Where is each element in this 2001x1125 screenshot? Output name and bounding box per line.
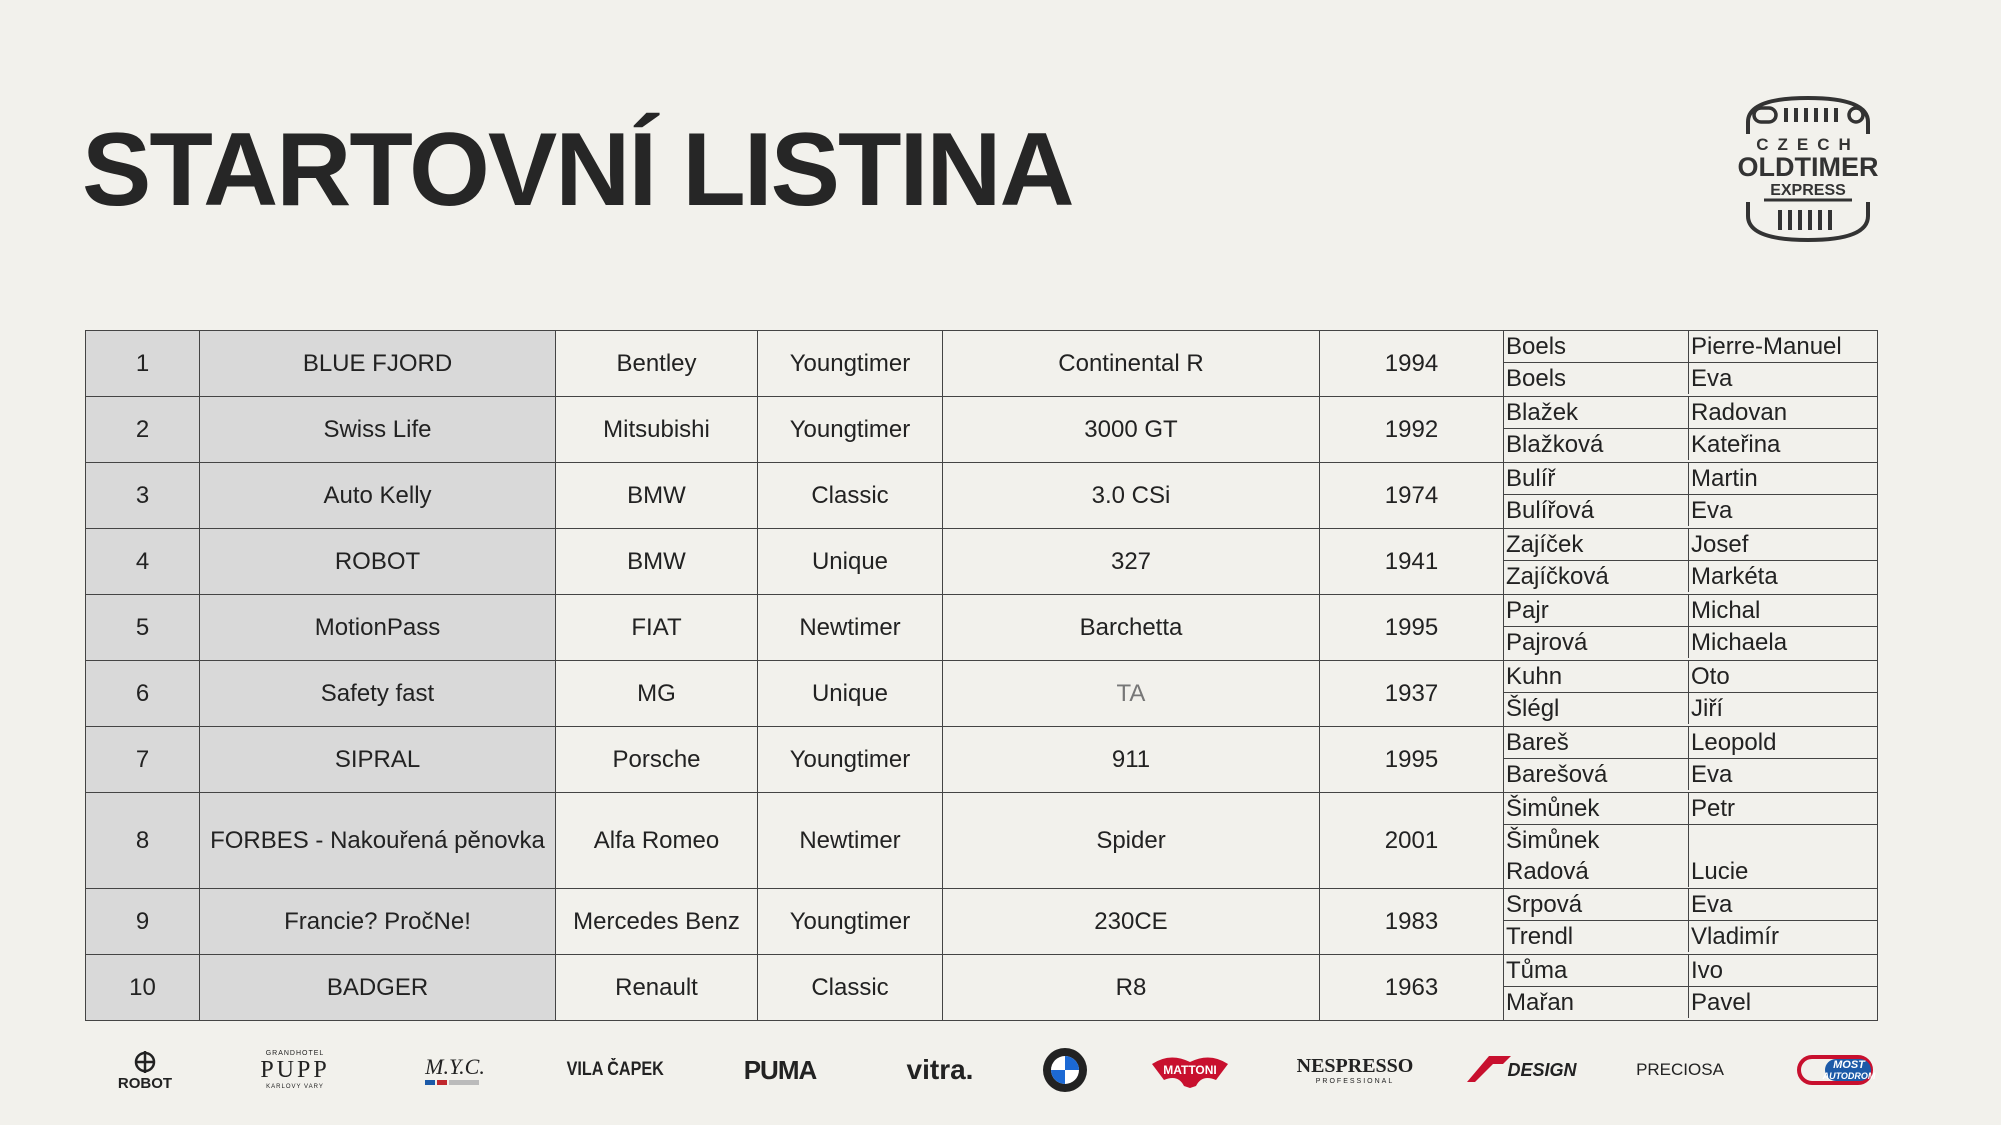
logo-czech: CZECH xyxy=(1756,135,1860,154)
crew-cell xyxy=(1504,463,1878,529)
crew-first-name: Jiří xyxy=(1691,695,1723,722)
crew-surname: Boels xyxy=(1504,363,1689,395)
table-row xyxy=(86,529,1878,595)
crew-surname: Bareš xyxy=(1504,727,1689,759)
entry-number: 7 xyxy=(86,727,200,793)
sponsor-vila-capek-logo xyxy=(555,1040,675,1100)
entry-number: 6 xyxy=(86,661,200,727)
car-year: 1941 xyxy=(1320,529,1504,595)
car-make: Mercedes Benz xyxy=(556,889,758,955)
entry-number: 4 xyxy=(86,529,200,595)
crew-table xyxy=(1504,889,1877,952)
crew-member xyxy=(1504,921,1877,953)
crew-member xyxy=(1504,693,1877,725)
crew-first-name: Markéta xyxy=(1691,563,1778,590)
crew-member xyxy=(1504,331,1877,363)
crew-first-name: Eva xyxy=(1691,365,1733,392)
czech-oldtimer-express-logo xyxy=(1718,94,1898,244)
sponsor-myc-label: M.Y.C. xyxy=(425,1054,485,1079)
crew-surname: Barešová xyxy=(1504,759,1689,791)
crew-table xyxy=(1504,397,1877,460)
team-name: Swiss Life xyxy=(200,397,556,463)
crew-surname: Pajr xyxy=(1504,595,1689,627)
crew-member xyxy=(1504,463,1877,495)
car-model: 3.0 CSi xyxy=(943,463,1320,529)
sponsor-myc-logo xyxy=(400,1040,510,1100)
sponsor-vitra-label: vitra. xyxy=(906,1054,974,1085)
crew-cell xyxy=(1504,397,1878,463)
sponsor-robot-logo xyxy=(100,1040,190,1100)
car-year: 1995 xyxy=(1320,727,1504,793)
crew-member xyxy=(1504,495,1877,527)
sponsor-most-autodrom-logo xyxy=(1780,1040,1890,1100)
crew-cell xyxy=(1504,889,1878,955)
car-category: Classic xyxy=(758,955,943,1021)
crew-table xyxy=(1504,463,1877,526)
start-list-table xyxy=(85,330,1878,1021)
car-year: 1963 xyxy=(1320,955,1504,1021)
crew-table xyxy=(1504,331,1877,394)
crew-surname: Blažková xyxy=(1504,429,1689,461)
crew-member xyxy=(1504,397,1877,429)
crew-table xyxy=(1504,955,1877,1018)
team-name: MotionPass xyxy=(200,595,556,661)
sponsor-pupp-logo xyxy=(240,1040,350,1100)
sponsor-mattoni-label: MATTONI xyxy=(1163,1063,1217,1077)
table-row xyxy=(86,955,1878,1021)
page-title: STARTOVNÍ LISTINA xyxy=(82,112,1073,228)
sponsor-mattoni-logo xyxy=(1135,1040,1245,1100)
crew-first-name: Martin xyxy=(1689,463,1878,495)
crew-cell xyxy=(1504,727,1878,793)
car-make: BMW xyxy=(556,463,758,529)
sponsor-most-label: MOST xyxy=(1833,1058,1865,1071)
sponsor-nespresso-sub: PROFESSIONAL xyxy=(1315,1078,1395,1085)
sponsor-vila-capek-label: VILA ČAPEK xyxy=(566,1059,664,1080)
car-make: Bentley xyxy=(556,331,758,397)
car-category: Youngtimer xyxy=(758,727,943,793)
car-category: Newtimer xyxy=(758,793,943,889)
entry-number: 10 xyxy=(86,955,200,1021)
crew-surname: Srpová xyxy=(1504,889,1689,921)
table-row xyxy=(86,727,1878,793)
car-category: Youngtimer xyxy=(758,889,943,955)
car-make: FIAT xyxy=(556,595,758,661)
sponsor-preciosa-logo xyxy=(1615,1040,1745,1100)
crew-first-name: Eva xyxy=(1689,889,1878,921)
table-row xyxy=(86,793,1878,889)
team-name: Safety fast xyxy=(200,661,556,727)
team-name: FORBES - Nakouřená pěnovka xyxy=(200,793,556,889)
crew-member xyxy=(1504,825,1877,888)
crew-member xyxy=(1504,793,1877,825)
crew-member xyxy=(1504,987,1877,1019)
sponsor-pupp-sub1: GRANDHOTEL xyxy=(265,1050,325,1057)
table-row xyxy=(86,889,1878,955)
team-name: BADGER xyxy=(200,955,556,1021)
car-category: Unique xyxy=(758,529,943,595)
crew-surname: Tůma xyxy=(1504,955,1689,987)
crew-first-name: Eva xyxy=(1691,761,1733,788)
car-model: Continental R xyxy=(943,331,1320,397)
crew-surname: Zajíček xyxy=(1504,529,1689,561)
crew-member xyxy=(1504,727,1877,759)
crew-member xyxy=(1504,955,1877,987)
crew-surname: Kuhn xyxy=(1504,661,1689,693)
logo-oldtimer: OLDTIMER xyxy=(1737,152,1879,182)
crew-member xyxy=(1504,889,1877,921)
crew-surname: Mařan xyxy=(1504,987,1689,1019)
car-model: TA xyxy=(943,661,1320,727)
sponsor-pupp-label: PUPP xyxy=(260,1057,330,1083)
crew-first-name: Ivo xyxy=(1689,955,1878,987)
car-year: 1995 xyxy=(1320,595,1504,661)
logo-express: EXPRESS xyxy=(1770,182,1846,199)
car-make: MG xyxy=(556,661,758,727)
crew-member xyxy=(1504,661,1877,693)
sponsor-robot-label: ROBOT xyxy=(117,1074,173,1092)
car-make: Alfa Romeo xyxy=(556,793,758,889)
crew-cell xyxy=(1504,955,1878,1021)
crew-table xyxy=(1504,595,1877,658)
crew-table xyxy=(1504,661,1877,724)
sponsor-bar xyxy=(100,1040,1900,1100)
crew-surname: Blažek xyxy=(1504,397,1689,429)
crew-first-name: Josef xyxy=(1689,529,1878,561)
crew-first-name: Leopold xyxy=(1689,727,1878,759)
crew-first-name: Michal xyxy=(1689,595,1878,627)
car-category: Youngtimer xyxy=(758,331,943,397)
car-model: Barchetta xyxy=(943,595,1320,661)
table-row xyxy=(86,595,1878,661)
crew-first-name: Kateřina xyxy=(1691,431,1781,458)
crew-table xyxy=(1504,793,1877,887)
car-make: BMW xyxy=(556,529,758,595)
sponsor-puma-logo xyxy=(725,1040,835,1100)
crew-member xyxy=(1504,759,1877,791)
car-model: 230CE xyxy=(943,889,1320,955)
table-row xyxy=(86,397,1878,463)
entry-number: 5 xyxy=(86,595,200,661)
sponsor-nespresso-logo xyxy=(1290,1040,1420,1100)
crew-surname: Pajrová xyxy=(1504,627,1689,659)
car-model: Spider xyxy=(943,793,1320,889)
entry-number: 1 xyxy=(86,331,200,397)
sponsor-nespresso-label: NESPRESSO xyxy=(1296,1055,1414,1077)
crew-cell xyxy=(1504,529,1878,595)
crew-cell xyxy=(1504,595,1878,661)
crew-table xyxy=(1504,529,1877,592)
crew-cell xyxy=(1504,793,1878,889)
team-name: Auto Kelly xyxy=(200,463,556,529)
sponsor-pupp-sub2: KARLOVY VARY xyxy=(266,1084,324,1090)
crew-first-name: Pavel xyxy=(1691,989,1752,1016)
crew-first-name: Radovan xyxy=(1689,397,1878,429)
sponsor-bmw-logo xyxy=(1020,1040,1110,1100)
crew-first-name: Lucie xyxy=(1691,858,1749,885)
car-year: 1937 xyxy=(1320,661,1504,727)
sponsor-preciosa-label: PRECIOSA xyxy=(1636,1060,1724,1079)
crew-surname: Zajíčková xyxy=(1504,561,1689,593)
crew-surname: Šimůnek xyxy=(1504,793,1689,825)
car-model: R8 xyxy=(943,955,1320,1021)
crew-member xyxy=(1504,363,1877,395)
car-category: Newtimer xyxy=(758,595,943,661)
sponsor-vitra-logo xyxy=(885,1040,995,1100)
crew-cell xyxy=(1504,661,1878,727)
crew-surname: Trendl xyxy=(1504,921,1689,953)
team-name: Francie? PročNe! xyxy=(200,889,556,955)
crew-member xyxy=(1504,529,1877,561)
car-category: Classic xyxy=(758,463,943,529)
car-category: Unique xyxy=(758,661,943,727)
crew-surname: Boels xyxy=(1504,331,1689,363)
car-year: 2001 xyxy=(1320,793,1504,889)
sponsor-puma-label: PUMA xyxy=(743,1054,817,1085)
sponsor-air-design-label: DESIGN xyxy=(1507,1059,1577,1080)
crew-surname: Šlégl xyxy=(1504,693,1689,725)
car-year: 1983 xyxy=(1320,889,1504,955)
crew-cell xyxy=(1504,331,1878,397)
team-name: BLUE FJORD xyxy=(200,331,556,397)
entry-number: 2 xyxy=(86,397,200,463)
team-name: SIPRAL xyxy=(200,727,556,793)
crew-member xyxy=(1504,429,1877,461)
crew-first-name: Petr xyxy=(1689,793,1878,825)
crew-first-name: Michaela xyxy=(1691,629,1788,656)
sponsor-most-sub: AUTODROM xyxy=(1822,1070,1876,1081)
crew-surname: Bulíř xyxy=(1504,463,1689,495)
table-row xyxy=(86,463,1878,529)
car-make: Renault xyxy=(556,955,758,1021)
entry-number: 8 xyxy=(86,793,200,889)
car-make: Mitsubishi xyxy=(556,397,758,463)
crew-first-name: Oto xyxy=(1689,661,1878,693)
crew-surname: Šimůnek Radová xyxy=(1504,825,1689,888)
crew-first-name: Vladimír xyxy=(1691,923,1780,950)
car-category: Youngtimer xyxy=(758,397,943,463)
car-year: 1974 xyxy=(1320,463,1504,529)
crew-member xyxy=(1504,595,1877,627)
crew-table xyxy=(1504,727,1877,790)
crew-member xyxy=(1504,627,1877,659)
car-make: Porsche xyxy=(556,727,758,793)
car-year: 1992 xyxy=(1320,397,1504,463)
table-row xyxy=(86,331,1878,397)
car-model: 327 xyxy=(943,529,1320,595)
entry-number: 3 xyxy=(86,463,200,529)
sponsor-air-design-logo xyxy=(1455,1040,1585,1100)
crew-first-name: Pierre-Manuel xyxy=(1689,331,1878,363)
team-name: ROBOT xyxy=(200,529,556,595)
car-model: 911 xyxy=(943,727,1320,793)
table-row xyxy=(86,661,1878,727)
crew-first-name: Eva xyxy=(1691,497,1733,524)
crew-surname: Bulířová xyxy=(1504,495,1689,527)
car-year: 1994 xyxy=(1320,331,1504,397)
car-model: 3000 GT xyxy=(943,397,1320,463)
entry-number: 9 xyxy=(86,889,200,955)
crew-member xyxy=(1504,561,1877,593)
